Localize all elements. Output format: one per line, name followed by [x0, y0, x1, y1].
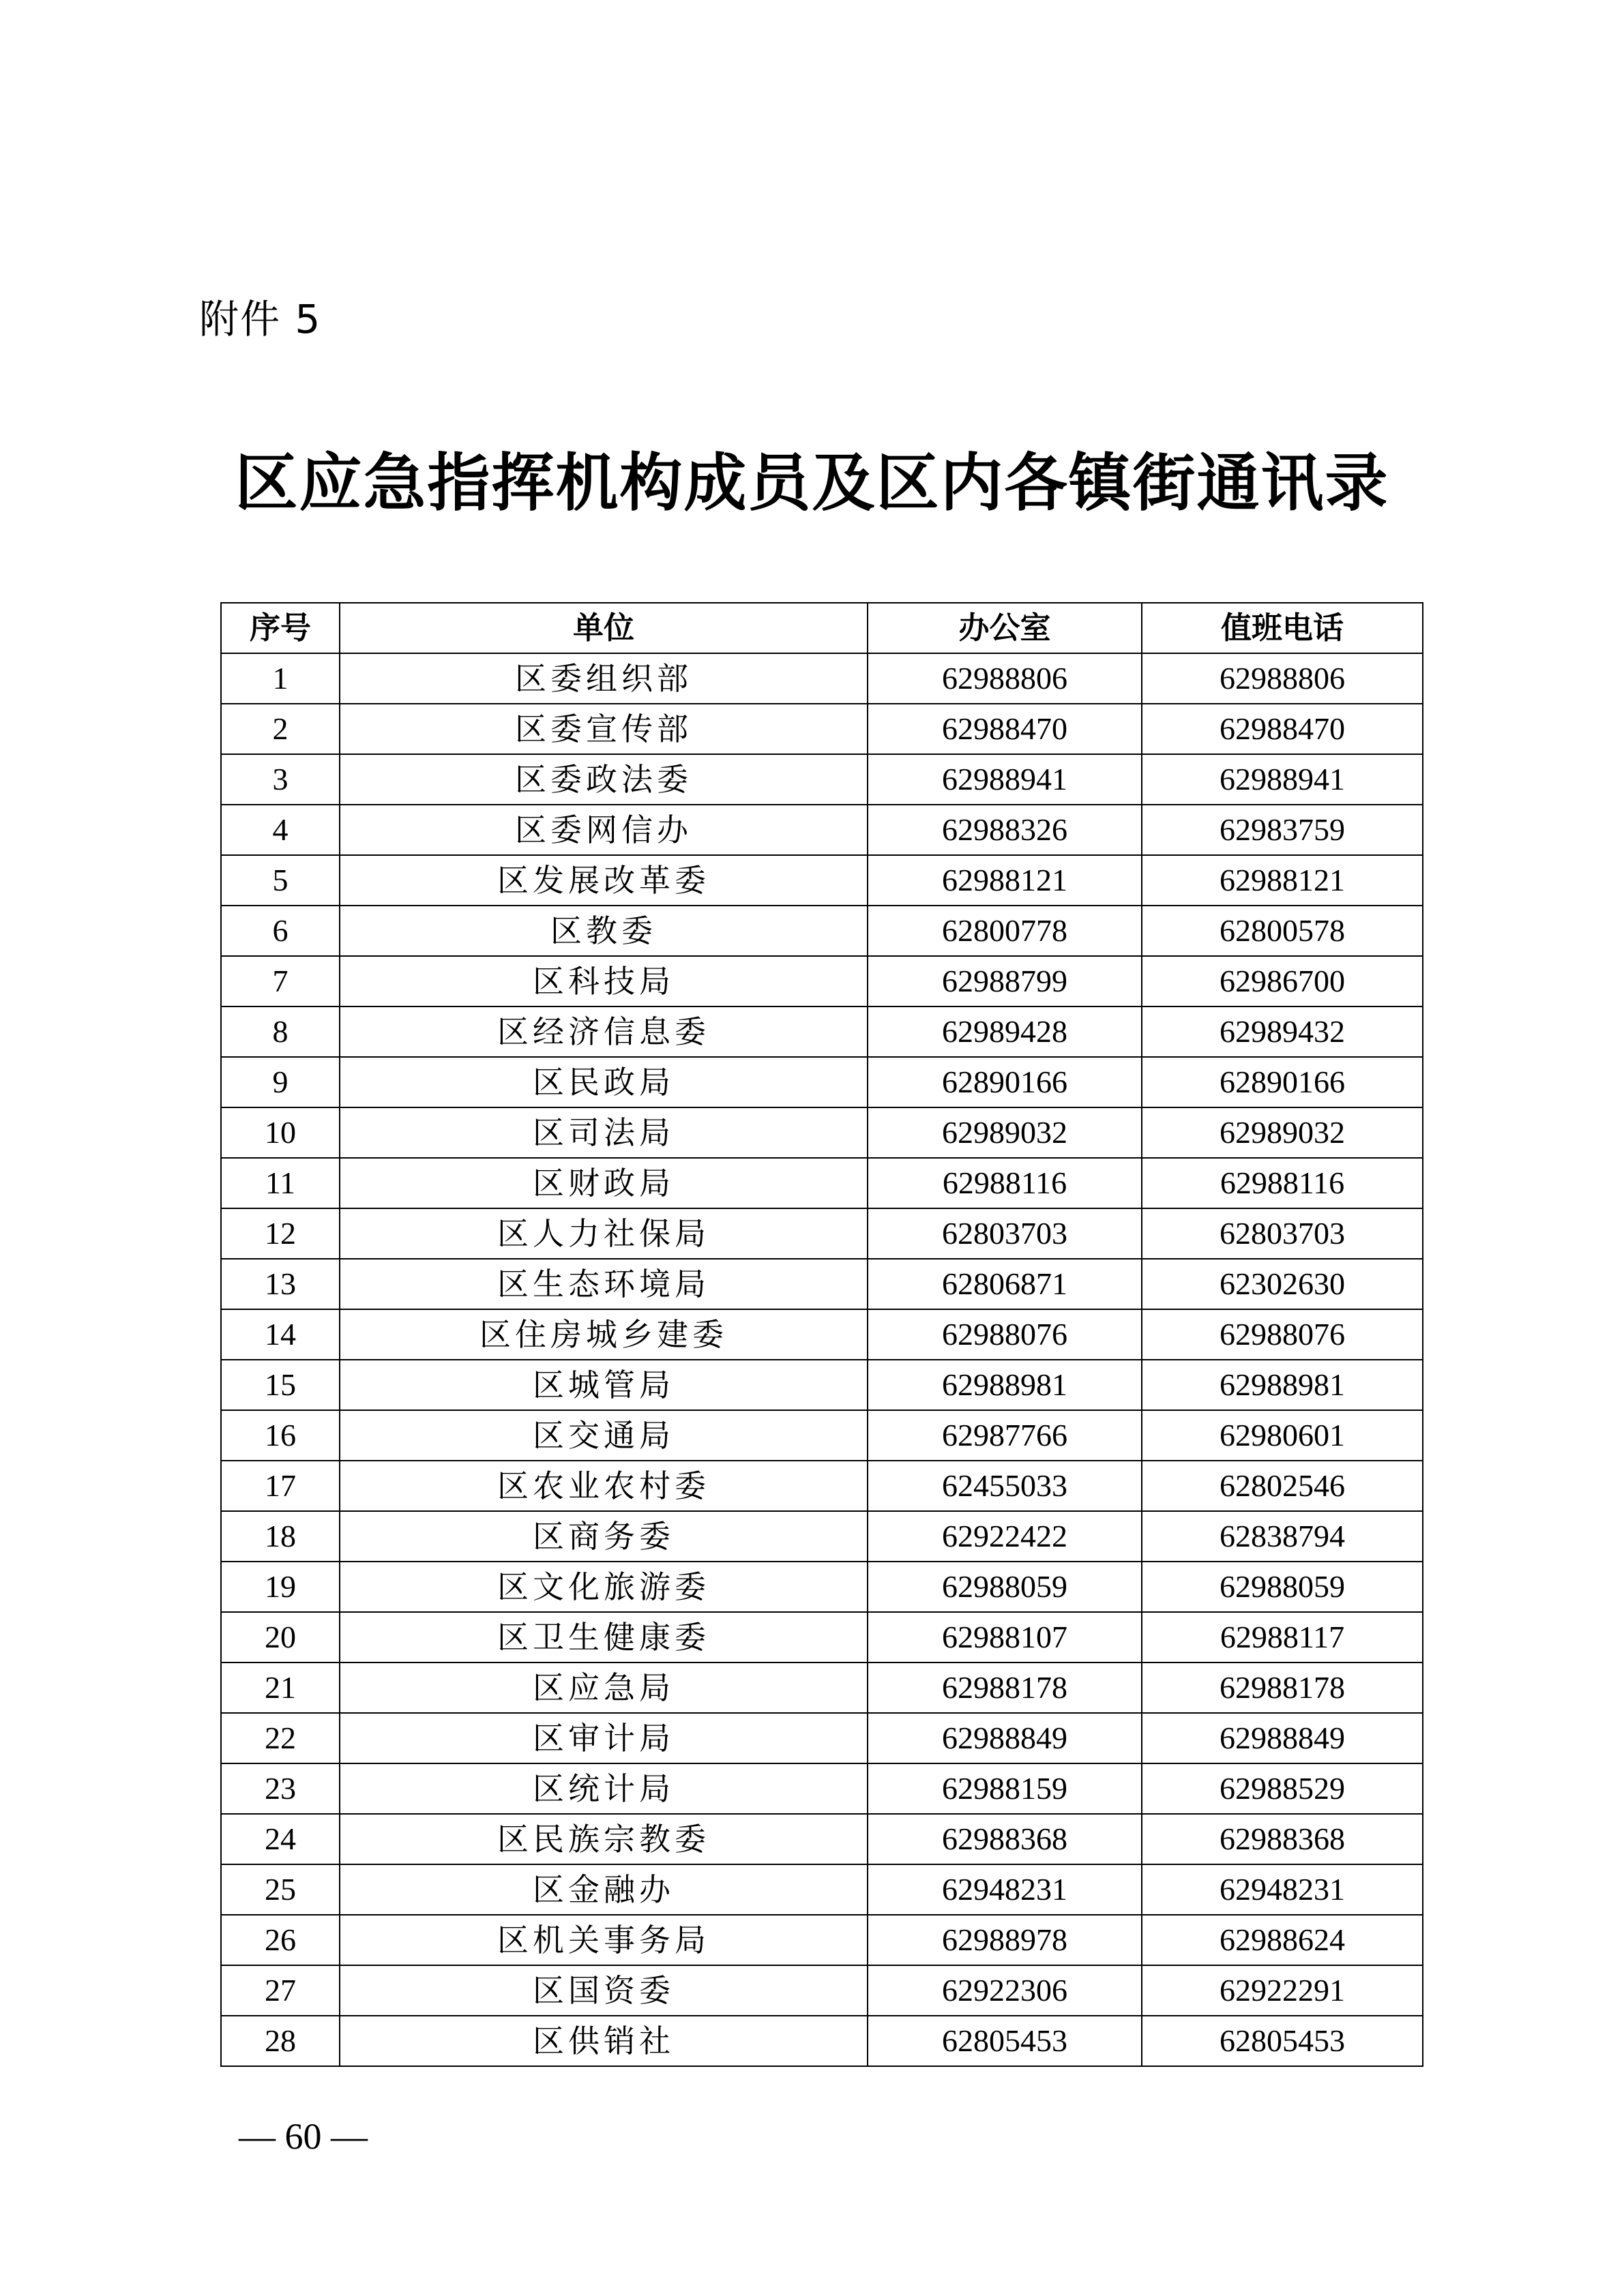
- table-row: [221, 704, 1423, 754]
- table-row: [221, 653, 1423, 704]
- row-office-phone: 62989032: [868, 1107, 1142, 1158]
- row-index: 15: [221, 1360, 340, 1410]
- table-row: [221, 1158, 1423, 1208]
- row-unit: 区文化旅游委: [340, 1562, 868, 1612]
- row-duty-phone: 62989432: [1142, 1007, 1423, 1057]
- row-index: 2: [221, 704, 340, 754]
- row-unit: 区委组织部: [340, 653, 868, 704]
- row-unit: 区统计局: [340, 1763, 868, 1814]
- row-duty-phone: 62988941: [1142, 754, 1423, 805]
- row-office-phone: 62987766: [868, 1410, 1142, 1461]
- row-unit: 区金融办: [340, 1864, 868, 1915]
- row-duty-phone: 62988121: [1142, 855, 1423, 906]
- row-index: 7: [221, 956, 340, 1007]
- row-index: 11: [221, 1158, 340, 1208]
- row-duty-phone: 62302630: [1142, 1259, 1423, 1309]
- row-office-phone: 62988059: [868, 1562, 1142, 1612]
- row-index: 1: [221, 653, 340, 704]
- row-index: 14: [221, 1309, 340, 1360]
- row-unit: 区经济信息委: [340, 1007, 868, 1057]
- row-office-phone: 62922306: [868, 1965, 1142, 2016]
- row-index: 26: [221, 1915, 340, 1965]
- row-duty-phone: 62800578: [1142, 906, 1423, 956]
- table-row: [221, 1864, 1423, 1915]
- header-office: 办公室: [868, 603, 1142, 653]
- table-row: [221, 956, 1423, 1007]
- row-index: 28: [221, 2016, 340, 2066]
- row-index: 24: [221, 1814, 340, 1864]
- row-index: 13: [221, 1259, 340, 1309]
- row-unit: 区机关事务局: [340, 1915, 868, 1965]
- table-row: [221, 1763, 1423, 1814]
- row-unit: 区发展改革委: [340, 855, 868, 906]
- row-office-phone: 62922422: [868, 1511, 1142, 1562]
- row-index: 3: [221, 754, 340, 805]
- row-office-phone: 62988849: [868, 1713, 1142, 1763]
- row-office-phone: 62988107: [868, 1612, 1142, 1663]
- row-unit: 区交通局: [340, 1410, 868, 1461]
- row-unit: 区委网信办: [340, 805, 868, 855]
- row-unit: 区教委: [340, 906, 868, 956]
- row-unit: 区委政法委: [340, 754, 868, 805]
- row-office-phone: 62988941: [868, 754, 1142, 805]
- table-row: [221, 1511, 1423, 1562]
- table-row: [221, 1208, 1423, 1259]
- row-index: 10: [221, 1107, 340, 1158]
- row-duty-phone: 62948231: [1142, 1864, 1423, 1915]
- row-duty-phone: 62988849: [1142, 1713, 1423, 1763]
- row-duty-phone: 62986700: [1142, 956, 1423, 1007]
- row-index: 22: [221, 1713, 340, 1763]
- row-duty-phone: 62988806: [1142, 653, 1423, 704]
- row-office-phone: 62988981: [868, 1360, 1142, 1410]
- row-duty-phone: 62890166: [1142, 1057, 1423, 1107]
- row-duty-phone: 62988116: [1142, 1158, 1423, 1208]
- row-index: 8: [221, 1007, 340, 1057]
- table-row: [221, 1057, 1423, 1107]
- row-unit: 区审计局: [340, 1713, 868, 1763]
- row-office-phone: 62988116: [868, 1158, 1142, 1208]
- row-index: 18: [221, 1511, 340, 1562]
- row-index: 6: [221, 906, 340, 956]
- row-duty-phone: 62803703: [1142, 1208, 1423, 1259]
- table-row: [221, 855, 1423, 906]
- row-index: 27: [221, 1965, 340, 2016]
- row-office-phone: 62988121: [868, 855, 1142, 906]
- row-duty-phone: 62805453: [1142, 2016, 1423, 2066]
- row-index: 17: [221, 1461, 340, 1511]
- row-office-phone: 62890166: [868, 1057, 1142, 1107]
- row-duty-phone: 62802546: [1142, 1461, 1423, 1511]
- row-index: 19: [221, 1562, 340, 1612]
- table-row: [221, 1965, 1423, 2016]
- row-index: 21: [221, 1663, 340, 1713]
- table-row: [221, 1915, 1423, 1965]
- page-title: 区应急指挥机构成员及区内各镇街通讯录: [235, 446, 1389, 520]
- table-row: [221, 1410, 1423, 1461]
- row-index: 5: [221, 855, 340, 906]
- contact-directory-table: [220, 602, 1423, 2067]
- row-index: 25: [221, 1864, 340, 1915]
- table-header-row: [221, 603, 1423, 653]
- row-unit: 区国资委: [340, 1965, 868, 2016]
- row-office-phone: 62988178: [868, 1663, 1142, 1713]
- row-index: 4: [221, 805, 340, 855]
- row-duty-phone: 62988981: [1142, 1360, 1423, 1410]
- row-unit: 区住房城乡建委: [340, 1309, 868, 1360]
- attachment-label: 附件 5: [199, 296, 322, 342]
- row-unit: 区商务委: [340, 1511, 868, 1562]
- row-unit: 区应急局: [340, 1663, 868, 1713]
- header-unit: 单位: [340, 603, 868, 653]
- table-row: [221, 1259, 1423, 1309]
- row-duty-phone: 62922291: [1142, 1965, 1423, 2016]
- row-office-phone: 62948231: [868, 1864, 1142, 1915]
- row-unit: 区卫生健康委: [340, 1612, 868, 1663]
- row-duty-phone: 62988470: [1142, 704, 1423, 754]
- row-unit: 区民族宗教委: [340, 1814, 868, 1864]
- row-index: 23: [221, 1763, 340, 1814]
- table-row: [221, 754, 1423, 805]
- row-unit: 区财政局: [340, 1158, 868, 1208]
- row-duty-phone: 62988059: [1142, 1562, 1423, 1612]
- row-duty-phone: 62983759: [1142, 805, 1423, 855]
- row-index: 16: [221, 1410, 340, 1461]
- row-unit: 区供销社: [340, 2016, 868, 2066]
- row-duty-phone: 62988076: [1142, 1309, 1423, 1360]
- row-duty-phone: 62988368: [1142, 1814, 1423, 1864]
- table-row: [221, 1461, 1423, 1511]
- header-index: 序号: [221, 603, 340, 653]
- row-office-phone: 62988076: [868, 1309, 1142, 1360]
- row-unit: 区生态环境局: [340, 1259, 868, 1309]
- row-duty-phone: 62989032: [1142, 1107, 1423, 1158]
- row-unit: 区人力社保局: [340, 1208, 868, 1259]
- table-row: [221, 1309, 1423, 1360]
- row-duty-phone: 62988178: [1142, 1663, 1423, 1713]
- row-office-phone: 62806871: [868, 1259, 1142, 1309]
- row-unit: 区民政局: [340, 1057, 868, 1107]
- row-office-phone: 62988368: [868, 1814, 1142, 1864]
- row-duty-phone: 62980601: [1142, 1410, 1423, 1461]
- row-duty-phone: 62988529: [1142, 1763, 1423, 1814]
- page-number: — 60 —: [239, 2116, 368, 2157]
- row-unit: 区司法局: [340, 1107, 868, 1158]
- row-office-phone: 62988470: [868, 704, 1142, 754]
- header-duty-phone: 值班电话: [1142, 603, 1423, 653]
- row-unit: 区科技局: [340, 956, 868, 1007]
- table-row: [221, 1612, 1423, 1663]
- table-body: [221, 653, 1423, 2066]
- table-row: [221, 805, 1423, 855]
- row-office-phone: 62803703: [868, 1208, 1142, 1259]
- row-office-phone: 62988159: [868, 1763, 1142, 1814]
- row-index: 12: [221, 1208, 340, 1259]
- row-index: 20: [221, 1612, 340, 1663]
- row-duty-phone: 62988624: [1142, 1915, 1423, 1965]
- row-office-phone: 62988326: [868, 805, 1142, 855]
- row-unit: 区委宣传部: [340, 704, 868, 754]
- row-office-phone: 62800778: [868, 906, 1142, 956]
- row-duty-phone: 62988117: [1142, 1612, 1423, 1663]
- table-row: [221, 1713, 1423, 1763]
- table-row: [221, 1107, 1423, 1158]
- table-row: [221, 1360, 1423, 1410]
- table-row: [221, 906, 1423, 956]
- row-office-phone: 62988806: [868, 653, 1142, 704]
- row-unit: 区农业农村委: [340, 1461, 868, 1511]
- row-duty-phone: 62838794: [1142, 1511, 1423, 1562]
- table-row: [221, 1007, 1423, 1057]
- row-office-phone: 62989428: [868, 1007, 1142, 1057]
- table-row: [221, 1814, 1423, 1864]
- row-office-phone: 62988978: [868, 1915, 1142, 1965]
- row-unit: 区城管局: [340, 1360, 868, 1410]
- table-row: [221, 2016, 1423, 2066]
- row-office-phone: 62455033: [868, 1461, 1142, 1511]
- row-office-phone: 62805453: [868, 2016, 1142, 2066]
- table-row: [221, 1562, 1423, 1612]
- row-office-phone: 62988799: [868, 956, 1142, 1007]
- row-index: 9: [221, 1057, 340, 1107]
- table-row: [221, 1663, 1423, 1713]
